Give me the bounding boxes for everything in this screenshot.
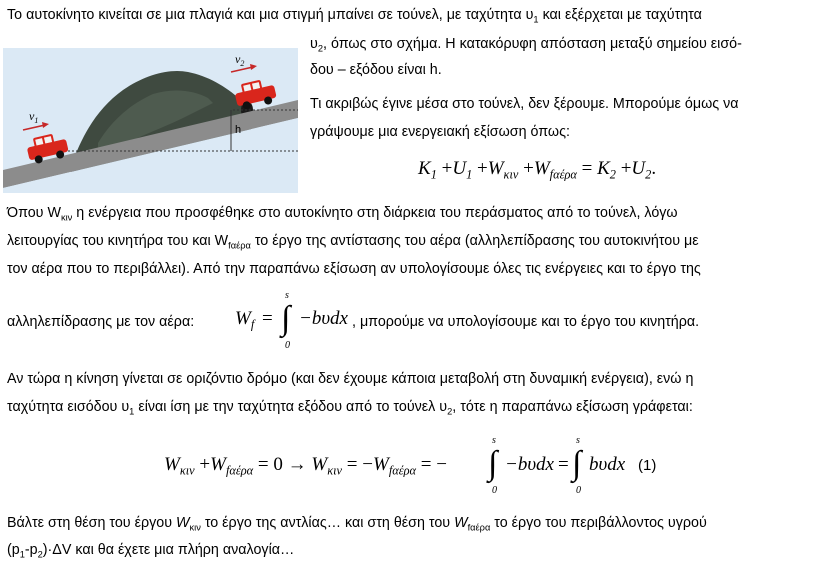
paragraph1-line1: Το αυτοκίνητο κινείται σε μια πλαγιά και μια στιγμή μπαίνει σε τούνελ, με ταχύτητα $\upsilon_1$ και εξέρχεται με ταχύτητα <box>7 7 702 25</box>
paragraph3-line4b: , μπορούμε να υπολογίσουμε και το έργο του κινητήρα. <box>352 314 700 330</box>
horizontal-equation-part3: bυdx <box>589 454 626 475</box>
paragraph1-line2: $\upsilon_2$, όπως στο σχήμα. Η κατακόρυφη απόσταση μεταξύ σημείου εισό- <box>310 36 742 54</box>
energy-equation: $K_1 +U_1 +W_{\kappa\iota\nu} +W_{f\alpha έ\rho\alpha} = K_2 +U_2$. <box>418 158 657 182</box>
integral-sign: s ∫ 0 <box>281 290 291 351</box>
integral-sign-1: s ∫ 0 <box>488 435 498 496</box>
v1-label: $v_1$ <box>29 109 39 125</box>
paragraph4-line2: ταχύτητα εισόδου $\upsilon_1$ είναι ίση με την ταχύτητα εξόδου από το τούνελ $\upsilon_2$, τότε η παραπάνω εξίσωση γράφεται: <box>7 399 693 417</box>
paragraph3-line1: Όπου $W_{\kappa\iota\nu}$ η ενέργεια που προσφέθηκε στο αυτοκίνητο στη διάρκεια του περάσματος από το τούνελ, λόγω <box>7 205 678 223</box>
h-label: h <box>235 124 242 136</box>
horizontal-equation-part1: $W_{\kappa\iota\nu} +W_{f\alpha έ\rho\alpha} = 0 \to W_{\kappa\iota\nu} = -W_{f\alpha έ\rho\alpha}$ = − <box>164 454 447 478</box>
v2-label: $v_2$ <box>235 52 245 68</box>
drag-integrand: −bυdx <box>299 308 348 329</box>
equation-label: (1) <box>638 457 657 474</box>
paragraph2-line1: Τι ακριβώς έγινε μέσα στο τούνελ, δεν ξέρουμε. Μπορούμε όμως να <box>310 96 739 112</box>
paragraph5-line1: Βάλτε στη θέση του έργου $W_{\kappa\iota\nu}$ το έργο της αντλίας… και στη θέση του $W_{f\alpha έ\rho\alpha}$ το έργο του περιβάλλοντος υγρού <box>7 515 707 533</box>
paragraph5-line2: $(p_1-p_2)\cdot\Delta V$ και θα έχετε μια πλήρη αναλογία… <box>7 542 295 560</box>
tunnel-figure <box>3 48 298 193</box>
paragraph2-line2: γράψουμε μια ενεργειακή εξίσωση όπως: <box>310 124 570 140</box>
integral-sign-2: s ∫ 0 <box>572 435 582 496</box>
paragraph4-line1: Αν τώρα η κίνηση γίνεται σε οριζόντιο δρόμο (και δεν έχουμε κάποια μεταβολή στη δυναμική ενέργεια), ενώ η <box>7 371 694 387</box>
paragraph3-line3: τον αέρα που το περιβάλλει). Από την παραπάνω εξίσωση αν υπολογίσουμε όλες τις ενέργειες και το έργο της <box>7 261 701 277</box>
paragraph3-line4a: αλληλεπίδρασης με τον αέρα: <box>7 314 195 330</box>
horizontal-equation-part2: −bυdx = <box>505 454 569 475</box>
paragraph1-line3: δου – εξόδου είναι h. <box>310 62 442 78</box>
drag-work-equation: $W_f$ = <box>235 308 273 332</box>
paragraph3-line2: λειτουργίας του κινητήρα του και $W_{f\alpha έ\rho\alpha}$ το έργο της αντίστασης του αέρα (αλληλεπίδρασης του αυτοκινήτου με <box>7 233 699 251</box>
